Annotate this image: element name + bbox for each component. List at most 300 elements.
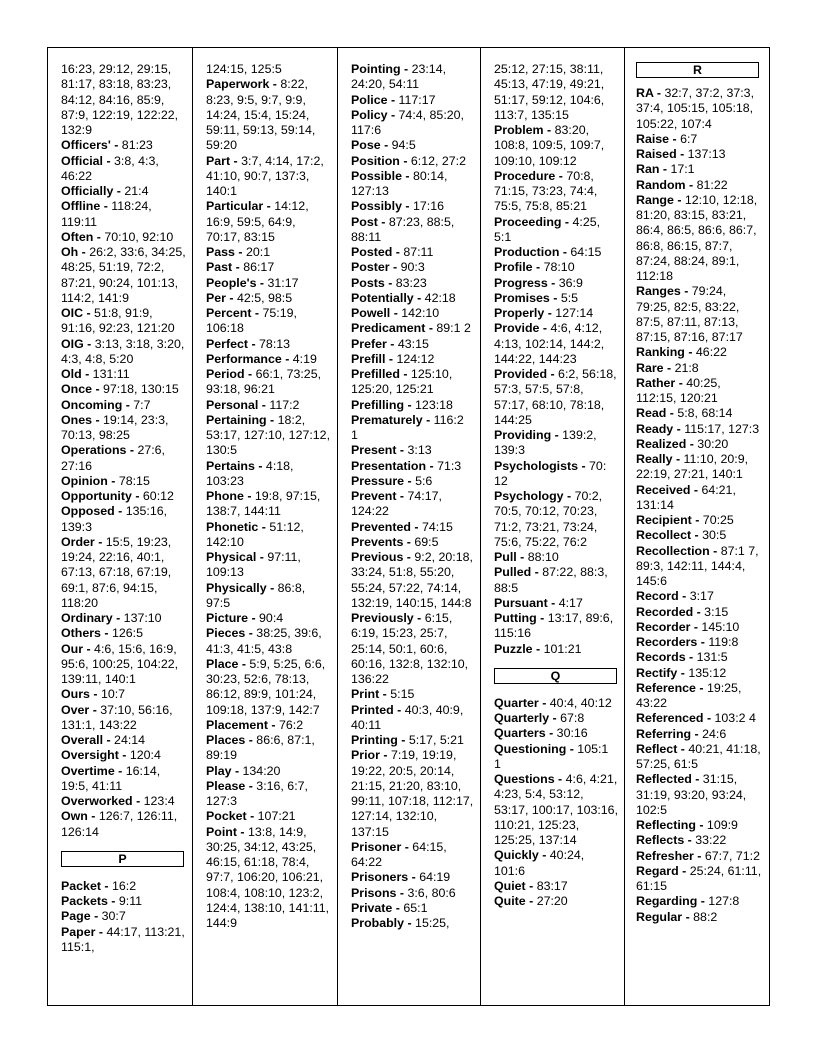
index-refs: 119:8 bbox=[708, 635, 739, 649]
index-entry bbox=[636, 650, 763, 665]
index-refs: 4:19 bbox=[292, 351, 317, 366]
index-refs: 16:23, 29:12, 29:15, 81:17, 83:18, 83:23, 84:12, 84:16, 85:9, 87:9, 122:19, 122:22, 132:9 bbox=[61, 62, 179, 137]
term-separator: - bbox=[245, 733, 257, 747]
index-refs: 67:8 bbox=[560, 711, 585, 725]
index-refs: 3:7, 4:14, 17:2, 41:10, 90:7, 137:3, 140:1 bbox=[206, 153, 324, 198]
term-separator: - bbox=[114, 763, 126, 778]
term-separator: - bbox=[538, 848, 550, 863]
index-term: Recorded bbox=[636, 604, 694, 619]
index-term: Ran bbox=[636, 162, 660, 177]
section-letter-header: R bbox=[636, 62, 759, 78]
index-term: Reflects bbox=[636, 833, 685, 848]
index-term: Potentially bbox=[351, 290, 414, 305]
term-separator: - bbox=[566, 741, 578, 756]
term-separator: - bbox=[404, 916, 416, 930]
term-separator: - bbox=[263, 199, 275, 214]
index-page-frame bbox=[47, 47, 770, 1006]
term-separator: - bbox=[669, 131, 681, 146]
index-refs: 14:12, 16:9, 59:5, 64:9, 70:17, 83:15 bbox=[206, 199, 309, 244]
index-entry bbox=[636, 711, 763, 726]
index-entry bbox=[61, 413, 186, 444]
index-term: Range bbox=[636, 192, 674, 207]
index-refs: 103:2 4 bbox=[714, 711, 756, 726]
index-refs: 30:7 bbox=[101, 909, 126, 924]
index-column-5 bbox=[625, 48, 769, 1005]
index-entry bbox=[351, 199, 474, 214]
index-refs: 74:17, 124:22 bbox=[351, 489, 442, 519]
term-separator: - bbox=[230, 153, 242, 168]
index-term: RA bbox=[636, 86, 654, 100]
index-refs: 25:12, 27:15, 38:11, 45:13, 47:19, 49:21, 51:17, 59:12, 104:6, 113:7, 135:15 bbox=[494, 62, 605, 122]
index-entry bbox=[636, 864, 763, 895]
term-separator: - bbox=[267, 717, 279, 732]
term-separator: - bbox=[531, 565, 543, 580]
index-entry bbox=[351, 62, 474, 93]
index-term: Putting bbox=[494, 611, 537, 625]
term-separator: - bbox=[392, 245, 404, 259]
section-letter-header: Q bbox=[494, 668, 617, 684]
index-entry bbox=[61, 626, 186, 641]
term-separator: - bbox=[703, 711, 715, 726]
index-refs: 116:2 1 bbox=[351, 412, 464, 442]
index-refs: 25:24, 61:11, 61:15 bbox=[636, 863, 762, 893]
index-entry bbox=[206, 352, 331, 367]
index-refs: 6:2, 56:18, 57:3, 57:5, 57:8, 57:17, 68:10, 78:18, 144:25 bbox=[494, 367, 617, 427]
index-term: Official bbox=[61, 153, 103, 168]
index-entry bbox=[351, 306, 474, 321]
term-separator: - bbox=[561, 214, 573, 229]
term-separator: - bbox=[653, 86, 665, 100]
index-entry bbox=[494, 550, 618, 565]
index-term: Pointing bbox=[351, 62, 401, 76]
index-term: Paperwork bbox=[206, 77, 270, 92]
term-separator: - bbox=[122, 397, 134, 412]
term-separator: - bbox=[103, 153, 115, 168]
term-separator: - bbox=[234, 245, 246, 259]
term-separator: - bbox=[549, 290, 561, 305]
index-refs: 9:11 bbox=[118, 894, 143, 908]
index-term: Overall bbox=[61, 733, 104, 747]
term-separator: - bbox=[103, 733, 115, 747]
term-separator: - bbox=[709, 543, 721, 558]
index-refs: 70:8, 71:15, 73:23, 74:4, 75:5, 75:8, 85:21 bbox=[494, 168, 598, 214]
index-term: Past bbox=[206, 260, 233, 275]
index-refs: 94:5 bbox=[391, 138, 416, 153]
term-separator: - bbox=[246, 809, 258, 824]
term-separator: - bbox=[677, 741, 689, 756]
index-term: People's bbox=[206, 275, 257, 290]
index-term: Ones bbox=[61, 412, 92, 427]
term-separator: - bbox=[78, 245, 90, 259]
index-term: Prematurely bbox=[351, 412, 423, 427]
term-separator: - bbox=[258, 519, 270, 534]
index-term: Realized bbox=[636, 436, 687, 451]
term-separator: - bbox=[538, 695, 550, 710]
term-separator: - bbox=[691, 772, 703, 787]
index-refs: 135:16, 139:3 bbox=[61, 504, 168, 534]
index-refs: 137:13 bbox=[687, 147, 726, 161]
index-entry bbox=[636, 589, 763, 604]
index-refs: 70: 12 bbox=[494, 458, 607, 488]
index-refs: 60:12 bbox=[142, 489, 174, 503]
term-separator: - bbox=[426, 458, 438, 473]
index-refs: 24:14 bbox=[114, 733, 146, 747]
index-entry bbox=[494, 642, 618, 657]
index-refs: 43:15 bbox=[397, 336, 429, 351]
term-separator: - bbox=[244, 367, 256, 381]
index-entry bbox=[636, 772, 763, 818]
index-refs: 124:12 bbox=[396, 351, 435, 366]
index-term: Pocket bbox=[206, 809, 247, 824]
index-term: Received bbox=[636, 482, 691, 497]
index-entry bbox=[206, 459, 331, 490]
index-refs: 76:2 bbox=[279, 717, 304, 732]
index-term: Point bbox=[206, 824, 237, 839]
index-term: Printed bbox=[351, 702, 394, 717]
index-term: Own bbox=[61, 809, 88, 824]
index-term: Questioning bbox=[494, 741, 567, 756]
index-refs: 88:10 bbox=[527, 550, 559, 564]
index-term: Recorder bbox=[636, 619, 691, 634]
index-entry bbox=[636, 406, 763, 421]
index-entry bbox=[351, 520, 474, 535]
term-separator: - bbox=[126, 443, 138, 458]
index-term: Probably bbox=[351, 916, 405, 930]
term-separator: - bbox=[399, 153, 411, 168]
index-term: Random bbox=[636, 177, 686, 192]
index-term: Pull bbox=[494, 550, 517, 564]
index-term: Referenced bbox=[636, 711, 704, 726]
index-refs: 78:15 bbox=[118, 473, 150, 488]
term-separator: - bbox=[659, 162, 671, 177]
index-entry bbox=[636, 681, 763, 712]
term-separator: - bbox=[254, 458, 266, 473]
index-column-4 bbox=[481, 48, 625, 1005]
index-term: Places bbox=[206, 733, 246, 747]
index-refs: 38:25, 39:6, 41:3, 41:5, 43:8 bbox=[206, 626, 322, 656]
index-entry bbox=[636, 727, 763, 742]
index-term: Performance bbox=[206, 351, 282, 366]
index-refs: 3:6, 80:6 bbox=[407, 885, 456, 900]
index-term: Operations bbox=[61, 443, 127, 458]
index-refs: 10:7 bbox=[100, 687, 126, 702]
index-term: Placement bbox=[206, 717, 268, 732]
term-separator: - bbox=[684, 345, 696, 360]
index-term: Phone bbox=[206, 489, 244, 503]
index-term: Production bbox=[494, 245, 560, 259]
index-refs: 115:17, 127:3 bbox=[684, 421, 760, 436]
index-entry bbox=[206, 306, 331, 337]
index-entry bbox=[61, 764, 186, 795]
term-separator: - bbox=[547, 595, 559, 610]
index-term: Puzzle bbox=[494, 641, 533, 656]
index-term: Regarding bbox=[636, 894, 698, 909]
index-entry bbox=[636, 894, 763, 909]
index-refs: 81:22 bbox=[696, 177, 728, 192]
index-term: Pertaining bbox=[206, 412, 267, 427]
index-refs: 6:12, 27:2 bbox=[410, 153, 467, 168]
index-entry bbox=[636, 620, 763, 635]
index-entry bbox=[494, 215, 618, 246]
index-refs: 101:21 bbox=[543, 641, 582, 656]
index-refs: 11:10, 20:9, 22:19, 27:21, 140:1 bbox=[636, 452, 749, 482]
index-entry bbox=[636, 666, 763, 681]
index-term: Psychologists bbox=[494, 458, 579, 473]
term-separator: - bbox=[690, 482, 702, 497]
term-separator: - bbox=[113, 184, 125, 198]
index-refs: 120:4 bbox=[129, 748, 161, 763]
index-term: Old bbox=[61, 367, 82, 381]
index-term: Position bbox=[351, 153, 400, 168]
index-entry bbox=[636, 635, 763, 650]
index-entry bbox=[61, 611, 186, 626]
index-refs: 31:17 bbox=[267, 275, 299, 290]
index-refs: 19:14, 23:3, 70:13, 98:25 bbox=[61, 412, 169, 442]
index-entry bbox=[206, 199, 331, 245]
index-refs: 89:1 2 bbox=[436, 321, 471, 336]
index-term: Prevents bbox=[351, 534, 404, 549]
index-entry bbox=[636, 849, 763, 864]
index-term: Over bbox=[61, 702, 90, 717]
index-refs: 30:20 bbox=[697, 436, 729, 451]
index-entry bbox=[351, 703, 474, 734]
index-term: Quarter bbox=[494, 695, 539, 710]
index-refs: 117:2 bbox=[269, 397, 300, 412]
index-refs: 87:22, 88:3, 88:5 bbox=[494, 565, 608, 595]
term-separator: - bbox=[248, 611, 260, 625]
term-separator: - bbox=[379, 748, 391, 763]
index-term: Previous bbox=[351, 550, 404, 564]
index-refs: 83:17 bbox=[536, 878, 568, 893]
index-refs: 131:11 bbox=[92, 367, 130, 381]
index-entry bbox=[206, 276, 331, 291]
index-entry bbox=[351, 276, 474, 291]
term-separator: - bbox=[516, 550, 528, 564]
index-refs: 6:7 bbox=[680, 131, 698, 146]
index-term: Reference bbox=[636, 680, 696, 695]
index-entry bbox=[636, 452, 763, 483]
index-refs: 3:13 bbox=[407, 443, 432, 458]
term-separator: - bbox=[697, 635, 709, 649]
term-separator: - bbox=[545, 726, 557, 741]
index-refs: 97:11, 109:13 bbox=[206, 550, 301, 580]
index-entry bbox=[61, 443, 186, 474]
term-separator: - bbox=[118, 748, 130, 763]
index-entry bbox=[636, 483, 763, 514]
term-separator: - bbox=[256, 550, 268, 564]
index-refs: 3:17 bbox=[689, 589, 714, 604]
index-entry bbox=[351, 489, 474, 520]
term-separator: - bbox=[685, 650, 697, 665]
index-refs: 3:8, 4:3, 46:22 bbox=[61, 153, 159, 183]
index-refs: 78:13 bbox=[259, 336, 291, 351]
term-separator: - bbox=[554, 772, 566, 786]
index-entry bbox=[494, 772, 618, 848]
index-column-1 bbox=[48, 48, 193, 1005]
term-separator: - bbox=[107, 473, 119, 488]
index-entry bbox=[61, 925, 186, 956]
term-separator: - bbox=[685, 177, 697, 192]
term-separator: - bbox=[697, 894, 709, 909]
index-column-2 bbox=[193, 48, 338, 1005]
index-term: Read bbox=[636, 406, 667, 421]
index-refs: 83:20, 108:8, 109:5, 109:7, 109:10, 109:12 bbox=[494, 123, 605, 168]
index-refs: 51:8, 91:9, 91:16, 92:23, 121:20 bbox=[61, 306, 175, 336]
index-refs: 42:5, 98:5 bbox=[237, 290, 293, 305]
term-separator: - bbox=[245, 778, 257, 793]
term-separator: - bbox=[83, 336, 95, 351]
index-entry bbox=[61, 230, 186, 245]
term-separator: - bbox=[232, 260, 244, 275]
index-term: Reflected bbox=[636, 772, 692, 787]
index-entry bbox=[494, 260, 618, 275]
index-entry bbox=[61, 794, 186, 809]
index-entry bbox=[494, 245, 618, 260]
index-term: Rather bbox=[636, 375, 676, 390]
index-entry bbox=[494, 596, 618, 611]
index-entry bbox=[351, 840, 474, 871]
index-refs: 74:4, 85:20, 117:6 bbox=[351, 107, 464, 137]
term-separator: - bbox=[682, 909, 694, 924]
term-separator: - bbox=[413, 290, 425, 305]
index-refs: 33:22 bbox=[695, 833, 727, 848]
index-entry bbox=[351, 291, 474, 306]
index-entry bbox=[494, 611, 618, 642]
term-separator: - bbox=[413, 611, 425, 625]
index-refs: 19:8, 97:15, 138:7, 144:11 bbox=[206, 489, 321, 519]
index-term: Officers' bbox=[61, 138, 111, 153]
index-term: Private bbox=[351, 900, 393, 915]
index-term: Pieces bbox=[206, 626, 246, 641]
term-separator: - bbox=[392, 900, 404, 915]
term-separator: - bbox=[100, 199, 112, 214]
index-refs: 5:8, 68:14 bbox=[677, 406, 733, 421]
index-refs: 4:6, 15:6, 16:9, 95:6, 100:25, 104:22, 139:11, 140:1 bbox=[61, 641, 179, 686]
term-separator: - bbox=[389, 260, 401, 275]
index-entry bbox=[494, 848, 618, 879]
index-entry-continuation bbox=[494, 62, 618, 123]
index-refs: 5:9, 5:25, 6:6, 30:23, 52:6, 78:13, 86:12, 89:9, 101:24, 109:18, 137:9, 142:7 bbox=[206, 656, 326, 717]
index-refs: 3:16, 6:7, 127:3 bbox=[206, 778, 308, 808]
term-separator: - bbox=[404, 397, 416, 412]
index-refs: 20:1 bbox=[245, 245, 271, 259]
index-term: Others bbox=[61, 626, 101, 641]
index-entry bbox=[61, 894, 186, 909]
index-entry bbox=[206, 825, 331, 932]
term-separator: - bbox=[396, 489, 408, 503]
index-term: Prevent bbox=[351, 489, 397, 503]
term-separator: - bbox=[525, 894, 537, 908]
index-entry bbox=[61, 809, 186, 840]
index-term: Providing bbox=[494, 428, 552, 442]
index-term: Referring bbox=[636, 726, 692, 741]
term-separator: - bbox=[396, 443, 408, 458]
index-refs: 19:25, 43:22 bbox=[636, 680, 742, 710]
index-entry bbox=[351, 733, 474, 748]
index-term: Possibly bbox=[351, 199, 402, 214]
term-separator: - bbox=[691, 726, 703, 741]
term-separator: - bbox=[578, 458, 590, 473]
index-term: Printing bbox=[351, 733, 398, 747]
index-term: Progress bbox=[494, 275, 548, 290]
index-entry bbox=[494, 489, 618, 550]
term-separator: - bbox=[245, 626, 257, 641]
term-separator: - bbox=[532, 641, 544, 656]
index-entry bbox=[351, 916, 474, 931]
index-term: Ordinary bbox=[61, 611, 113, 625]
index-refs: 6:15, 6:19, 15:23, 25:7, 25:14, 50:1, 60:6, 60:16, 132:8, 132:10, 136:22 bbox=[351, 611, 469, 686]
index-refs: 64:21, 131:14 bbox=[636, 482, 736, 512]
index-refs: 30:5 bbox=[702, 528, 727, 543]
term-separator: - bbox=[83, 306, 95, 320]
index-refs: 13:17, 89:6, 115:16 bbox=[494, 611, 614, 641]
index-term: Records bbox=[636, 650, 686, 665]
index-term: Ranges bbox=[636, 284, 681, 299]
index-refs: 30:16 bbox=[556, 726, 588, 741]
index-entry bbox=[494, 565, 618, 596]
term-separator: - bbox=[243, 489, 255, 503]
term-separator: - bbox=[555, 168, 567, 183]
index-refs: 40:21, 41:18, 57:25, 61:5 bbox=[636, 741, 761, 771]
index-refs: 3:15 bbox=[704, 604, 729, 619]
index-refs: 37:10, 56:16, 131:1, 143:22 bbox=[61, 702, 173, 732]
index-entry-continuation bbox=[61, 62, 186, 138]
index-term: Physical bbox=[206, 550, 257, 564]
index-term: Regular bbox=[636, 909, 683, 924]
term-separator: - bbox=[386, 336, 398, 351]
index-refs: 64:15, 64:22 bbox=[351, 839, 447, 869]
index-refs: 31:15, 31:19, 93:20, 93:24, 102:5 bbox=[636, 772, 747, 817]
term-separator: - bbox=[266, 412, 278, 427]
index-entry bbox=[636, 86, 763, 132]
index-term: Ours bbox=[61, 687, 90, 702]
index-term: Provide bbox=[494, 321, 540, 336]
term-separator: - bbox=[379, 687, 391, 702]
index-term: Posts bbox=[351, 275, 385, 290]
index-term: Prior bbox=[351, 748, 380, 763]
index-entry bbox=[61, 199, 186, 230]
index-term: Once bbox=[61, 382, 92, 397]
index-refs: 137:10 bbox=[123, 611, 162, 625]
index-refs: 139:2, 139:3 bbox=[494, 428, 597, 458]
index-refs: 86:17 bbox=[243, 260, 275, 275]
term-separator: - bbox=[387, 107, 399, 122]
index-refs: 15:25, bbox=[415, 916, 450, 930]
index-term: Raised bbox=[636, 147, 677, 161]
index-refs: 105:1 1 bbox=[494, 741, 609, 771]
term-separator: - bbox=[422, 412, 434, 427]
index-refs: 70:10, 92:10 bbox=[104, 229, 174, 244]
index-entry bbox=[351, 108, 474, 139]
index-refs: 27:20 bbox=[536, 894, 568, 908]
index-entry bbox=[351, 321, 474, 336]
term-separator: - bbox=[132, 794, 144, 808]
index-term: Overtime bbox=[61, 763, 115, 778]
index-term: Reflect bbox=[636, 741, 678, 756]
index-entry bbox=[351, 245, 474, 260]
index-entry bbox=[351, 901, 474, 916]
term-separator: - bbox=[672, 452, 684, 466]
index-term: Regard bbox=[636, 863, 679, 878]
index-term: Particular bbox=[206, 199, 264, 214]
index-refs: 7:7 bbox=[133, 397, 151, 412]
index-entry bbox=[61, 474, 186, 489]
index-refs: 107:21 bbox=[257, 809, 296, 824]
index-refs: 124:15, 125:5 bbox=[206, 62, 282, 76]
term-separator: - bbox=[83, 641, 95, 656]
term-separator: - bbox=[525, 878, 537, 893]
index-entry bbox=[351, 611, 474, 687]
